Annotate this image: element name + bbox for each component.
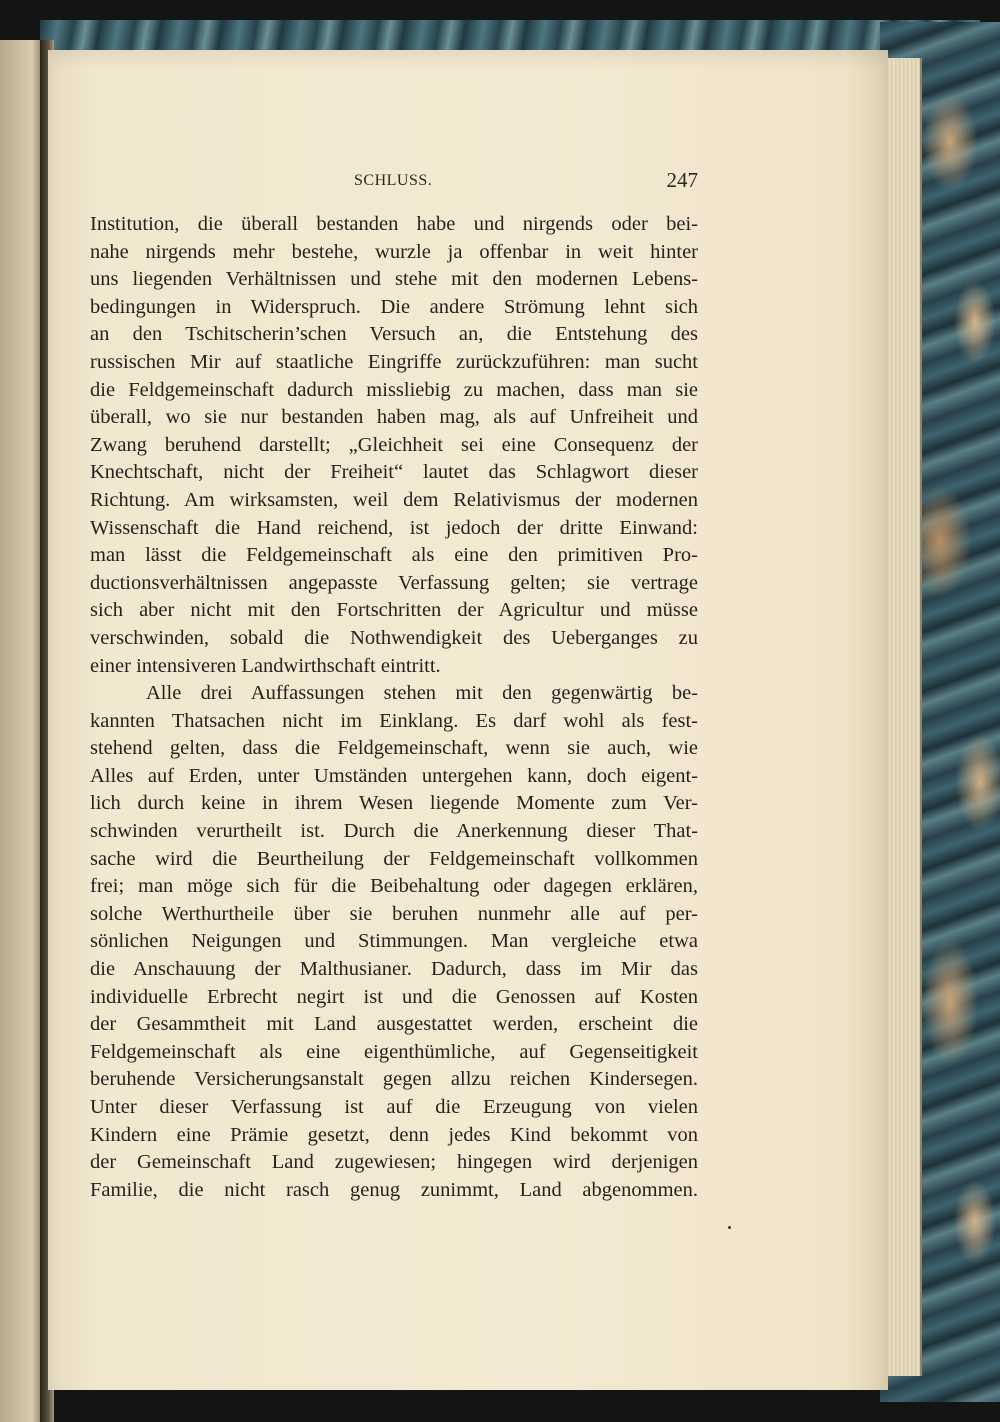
text-line: Unter dieser Verfassung ist auf die Erzeugung von vielen (90, 1096, 698, 1118)
text-line: Knechtschaft, nicht der Freiheit“ lautet das Schlagwort dieser (90, 461, 698, 484)
page-number: 247 (666, 168, 698, 192)
body-text (90, 211, 698, 1204)
paragraph (90, 680, 698, 1204)
text-line: Richtung. Am wirksamsten, weil dem Relativismus der modernen (90, 488, 698, 511)
text-line: der Gemeinschaft Land zugewiesen; hingegen wird derjenigen (90, 1151, 698, 1174)
text-line: solche Werthurtheile über sie beruhen nunmehr alle auf per- (90, 902, 698, 925)
text-line: frei; man möge sich für die Beibehaltung oder dagegen erklären, (90, 875, 698, 898)
text-line: bedingungen in Widerspruch. Die andere Strömung lehnt sich (90, 295, 698, 318)
text-line: sache wird die Beurtheilung der Feldgemeinschaft vollkommen (90, 847, 698, 870)
text-line: man lässt die Feldgemeinschaft als eine den primitiven Pro- (90, 544, 698, 567)
text-line: Feldgemeinschaft als eine eigenthümliche, auf Gegenseitigkeit (90, 1040, 698, 1063)
text-line: die Anschauung der Malthusianer. Dadurch, dass im Mir das (90, 958, 698, 981)
text-line: lich durch keine in ihrem Wesen liegende Momente zum Ver- (90, 792, 698, 815)
text-line: Zwang beruhend darstellt; „Gleichheit sei eine Consequenz der (90, 433, 698, 456)
text-line: sönlichen Neigungen und Stimmungen. Man vergleiche etwa (90, 930, 698, 953)
text-line: der Gesammtheit mit Land ausgestattet werden, erscheint die (90, 1013, 698, 1036)
text-line: überall, wo sie nur bestanden haben mag, als auf Unfreiheit und (90, 406, 698, 429)
text-line: verschwinden, sobald die Nothwendigkeit des Ueberganges zu (90, 626, 698, 649)
text-line: beruhende Versicherungsanstalt gegen allzu reichen Kindersegen. (90, 1068, 698, 1091)
text-line: Familie, die nicht rasch genug zunimmt, Land abgenommen. (90, 1178, 698, 1201)
paragraph (90, 211, 698, 680)
text-line: stehend gelten, dass die Feldgemeinschaft, wenn sie auch, wie (90, 737, 698, 760)
text-line: einer intensiveren Landwirthschaft eintritt. (90, 654, 441, 677)
text-line: ductionsverhältnissen angepasste Verfassung gelten; sie vertrage (90, 571, 698, 594)
text-line: Alles auf Erden, unter Umständen untergehen kann, doch eigent- (90, 764, 698, 787)
text-line: uns liegenden Verhältnissen und stehe mit den modernen Lebens- (90, 268, 698, 291)
text-line: die Feldgemeinschaft dadurch missliebig zu machen, dass man sie (90, 378, 698, 401)
text-line: sich aber nicht mit den Fortschritten der Agricultur und müsse (90, 599, 698, 622)
ink-speck (728, 1226, 731, 1229)
page-header (90, 168, 698, 198)
text-line: kannten Thatsachen nicht im Einklang. Es darf wohl als fest- (90, 709, 698, 732)
text-line: Institution, die überall bestanden habe und nirgends oder bei- (90, 213, 698, 235)
text-line: nahe nirgends mehr bestehe, wurzle ja offenbar in weit hinter (90, 240, 698, 263)
text-line: an den Tschitscherin’schen Versuch an, die Entstehung des (90, 323, 698, 346)
text-line: russischen Mir auf staatliche Eingriffe zurückzuführen: man sucht (90, 350, 698, 373)
text-line: Alle drei Auffassungen stehen mit den gegenwärtig be- (146, 682, 698, 705)
text-line: Wissenschaft die Hand reichend, ist jedoch der dritte Einwand: (90, 516, 698, 539)
text-line: schwinden verurtheilt ist. Durch die Anerkennung dieser That- (90, 820, 698, 843)
running-head: SCHLUSS. (354, 172, 433, 189)
text-line: Kindern eine Prämie gesetzt, denn jedes Kind bekommt von (90, 1123, 698, 1146)
text-line: individuelle Erbrecht negirt ist und die Genossen auf Kosten (90, 985, 698, 1008)
